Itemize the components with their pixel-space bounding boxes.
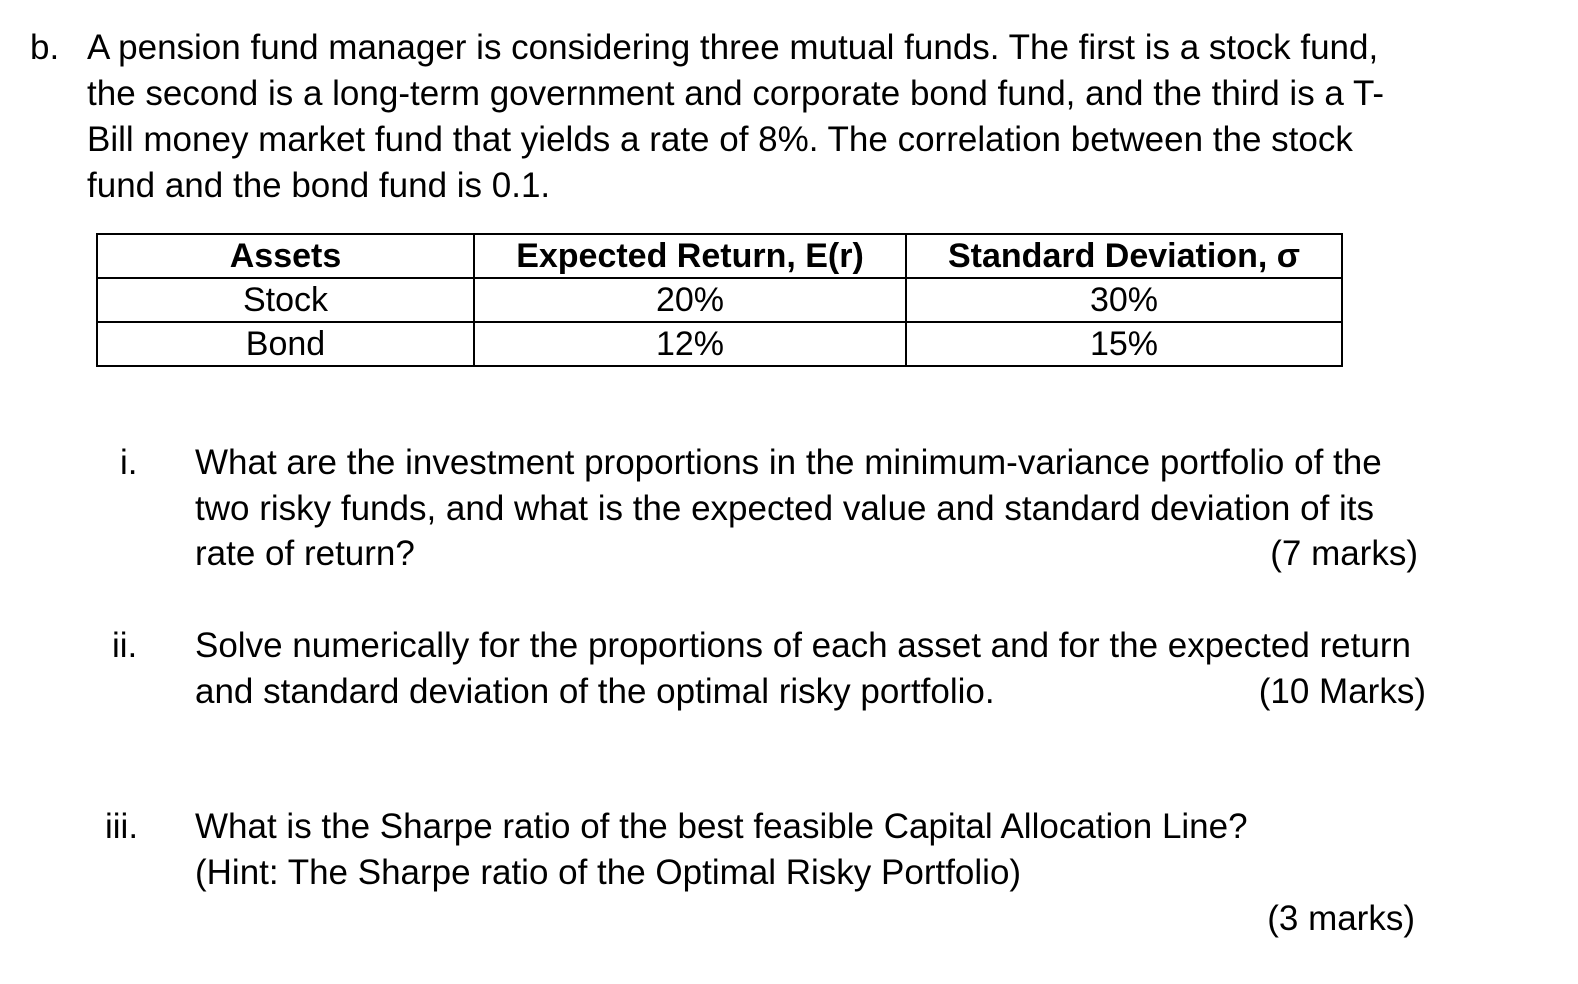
cell-asset-name: Stock xyxy=(97,278,474,322)
subquestion-2-line-1: Solve numerically for the proportions of each asset and for the expected return xyxy=(195,626,1411,665)
subquestion-1-line-3: rate of return? xyxy=(195,534,415,573)
fund-data-table xyxy=(96,233,1343,367)
subquestion-2-marks: (10 Marks) xyxy=(1258,672,1426,711)
subquestion-2-number: ii. xyxy=(112,626,138,665)
cell-standard-deviation: 30% xyxy=(906,278,1342,322)
question-line-1: A pension fund manager is considering three mutual funds. The first is a stock fund, xyxy=(87,28,1379,67)
cell-expected-return: 20% xyxy=(474,278,906,322)
subquestion-1-number: i. xyxy=(120,443,138,482)
table-row xyxy=(97,278,1342,322)
subquestion-1-marks: (7 marks) xyxy=(1270,534,1418,573)
question-line-4: fund and the bond fund is 0.1. xyxy=(87,166,551,205)
subquestion-3-line-2: (Hint: The Sharpe ratio of the Optimal Risky Portfolio) xyxy=(195,853,1022,892)
table-header-row xyxy=(97,234,1342,278)
subquestion-1-line-1: What are the investment proportions in the minimum-variance portfolio of the xyxy=(195,443,1382,482)
subquestion-1-line-2: two risky funds, and what is the expected value and standard deviation of its xyxy=(195,489,1375,528)
header-assets: Assets xyxy=(97,234,474,278)
subquestion-3-number: iii. xyxy=(105,807,139,846)
subquestion-2-line-2: and standard deviation of the optimal risky portfolio. xyxy=(195,672,995,711)
cell-standard-deviation: 15% xyxy=(906,322,1342,366)
table-row xyxy=(97,322,1342,366)
question-line-3: Bill money market fund that yields a rate of 8%. The correlation between the stock xyxy=(87,120,1353,159)
header-standard-deviation: Standard Deviation, σ xyxy=(906,234,1342,278)
question-line-2: the second is a long-term government and corporate bond fund, and the third is a T- xyxy=(87,74,1385,113)
subquestion-3-line-1: What is the Sharpe ratio of the best feasible Capital Allocation Line? xyxy=(195,807,1248,846)
cell-expected-return: 12% xyxy=(474,322,906,366)
header-expected-return: Expected Return, E(r) xyxy=(474,234,906,278)
question-label: b. xyxy=(30,28,60,67)
cell-asset-name: Bond xyxy=(97,322,474,366)
subquestion-3-marks: (3 marks) xyxy=(1267,899,1415,938)
